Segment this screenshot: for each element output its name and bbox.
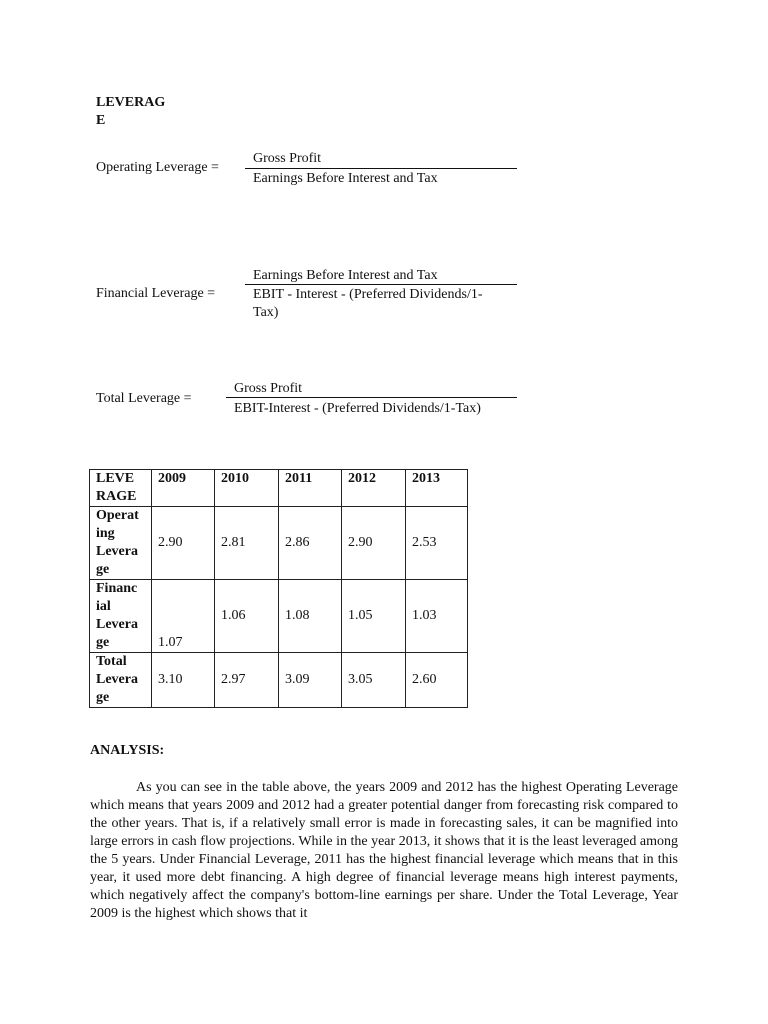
table-header-label-line-2: RAGE bbox=[96, 489, 137, 504]
table-cell: 1.06 bbox=[215, 580, 279, 653]
table-cell: 2.86 bbox=[279, 507, 342, 580]
table-cell: 2.81 bbox=[215, 507, 279, 580]
analysis-heading: ANALYSIS: bbox=[90, 743, 165, 758]
table-cell: 1.08 bbox=[279, 580, 342, 653]
total-leverage-denominator: EBIT-Interest - (Preferred Dividends/1-Tax) bbox=[234, 401, 481, 416]
table-cell: 3.09 bbox=[279, 653, 342, 708]
leverage-table bbox=[89, 469, 468, 708]
row-label-line: ge bbox=[96, 635, 110, 650]
table-header-year: 2009 bbox=[152, 470, 215, 507]
table-header-row bbox=[90, 470, 468, 507]
table-header-year: 2013 bbox=[406, 470, 468, 507]
row-label-line: Levera bbox=[96, 672, 138, 687]
table-header-year: 2012 bbox=[342, 470, 406, 507]
table-cell: 3.10 bbox=[152, 653, 215, 708]
table-header-label bbox=[90, 470, 152, 507]
financial-leverage-label: Financial Leverage = bbox=[96, 286, 216, 301]
row-label-line: Levera bbox=[96, 617, 138, 632]
table-header-label-line-1: LEVE bbox=[96, 471, 135, 486]
table-cell: 3.05 bbox=[342, 653, 406, 708]
table-cell: 2.97 bbox=[215, 653, 279, 708]
financial-leverage-denominator-line-1: EBIT - Interest - (Preferred Dividends/1- bbox=[253, 287, 483, 302]
financial-leverage-fraction-bar bbox=[245, 284, 517, 285]
table-row bbox=[90, 507, 468, 580]
table-header-year: 2011 bbox=[279, 470, 342, 507]
row-label-line: Operat bbox=[96, 508, 139, 523]
row-label-line: Levera bbox=[96, 544, 138, 559]
table-cell: 2.60 bbox=[406, 653, 468, 708]
operating-leverage-label: Operating Leverage = bbox=[96, 160, 219, 175]
page-title bbox=[96, 94, 165, 130]
table-cell: 1.07 bbox=[152, 580, 215, 653]
table-cell: 2.90 bbox=[152, 507, 215, 580]
operating-leverage-denominator: Earnings Before Interest and Tax bbox=[253, 171, 438, 186]
page-title-line-2: E bbox=[96, 113, 106, 128]
financial-leverage-denominator-line-2: Tax) bbox=[253, 305, 279, 320]
table-cell: 1.03 bbox=[406, 580, 468, 653]
row-label-operating-leverage bbox=[90, 507, 152, 580]
table-row bbox=[90, 653, 468, 708]
table-cell: 1.05 bbox=[342, 580, 406, 653]
financial-leverage-numerator: Earnings Before Interest and Tax bbox=[253, 268, 438, 283]
table-cell: 2.53 bbox=[406, 507, 468, 580]
table-row bbox=[90, 580, 468, 653]
row-label-financial-leverage bbox=[90, 580, 152, 653]
row-label-total-leverage bbox=[90, 653, 152, 708]
row-label-line: ing bbox=[96, 526, 115, 541]
row-label-line: ge bbox=[96, 562, 110, 577]
operating-leverage-fraction-bar bbox=[245, 168, 517, 169]
total-leverage-fraction-bar bbox=[226, 397, 517, 398]
total-leverage-label: Total Leverage = bbox=[96, 391, 192, 406]
total-leverage-numerator: Gross Profit bbox=[234, 381, 303, 396]
table-cell: 2.90 bbox=[342, 507, 406, 580]
table-header-year: 2010 bbox=[215, 470, 279, 507]
row-label-line: ial bbox=[96, 599, 111, 614]
financial-leverage-denominator bbox=[253, 286, 483, 322]
analysis-paragraph: As you can see in the table above, the years 2009 and 2012 has the highest Operating Leverage which means that years 2009 and 2012 had a greater potential danger from forecasting risk compared to the other years. That is, if a relatively small error is made in forecasting sales, it can be magnified into large errors in cash flow projections. While in the year 2013, it shows that it is the least leveraged among the 5 years. Under Financial Leverage, 2011 has the highest financial leverage which means that in this year, it used more debt financing. A high degree of financial leverage means high interest payments, which negatively affect the company's bottom-line earnings per share. Under the Total Leverage, Year 2009 is the highest which shows that it bbox=[90, 780, 678, 921]
operating-leverage-numerator: Gross Profit bbox=[253, 151, 322, 166]
page-title-line-1: LEVERAG bbox=[96, 95, 166, 110]
row-label-line: Financ bbox=[96, 581, 138, 596]
row-label-line: Total bbox=[96, 654, 127, 669]
row-label-line: ge bbox=[96, 690, 110, 705]
